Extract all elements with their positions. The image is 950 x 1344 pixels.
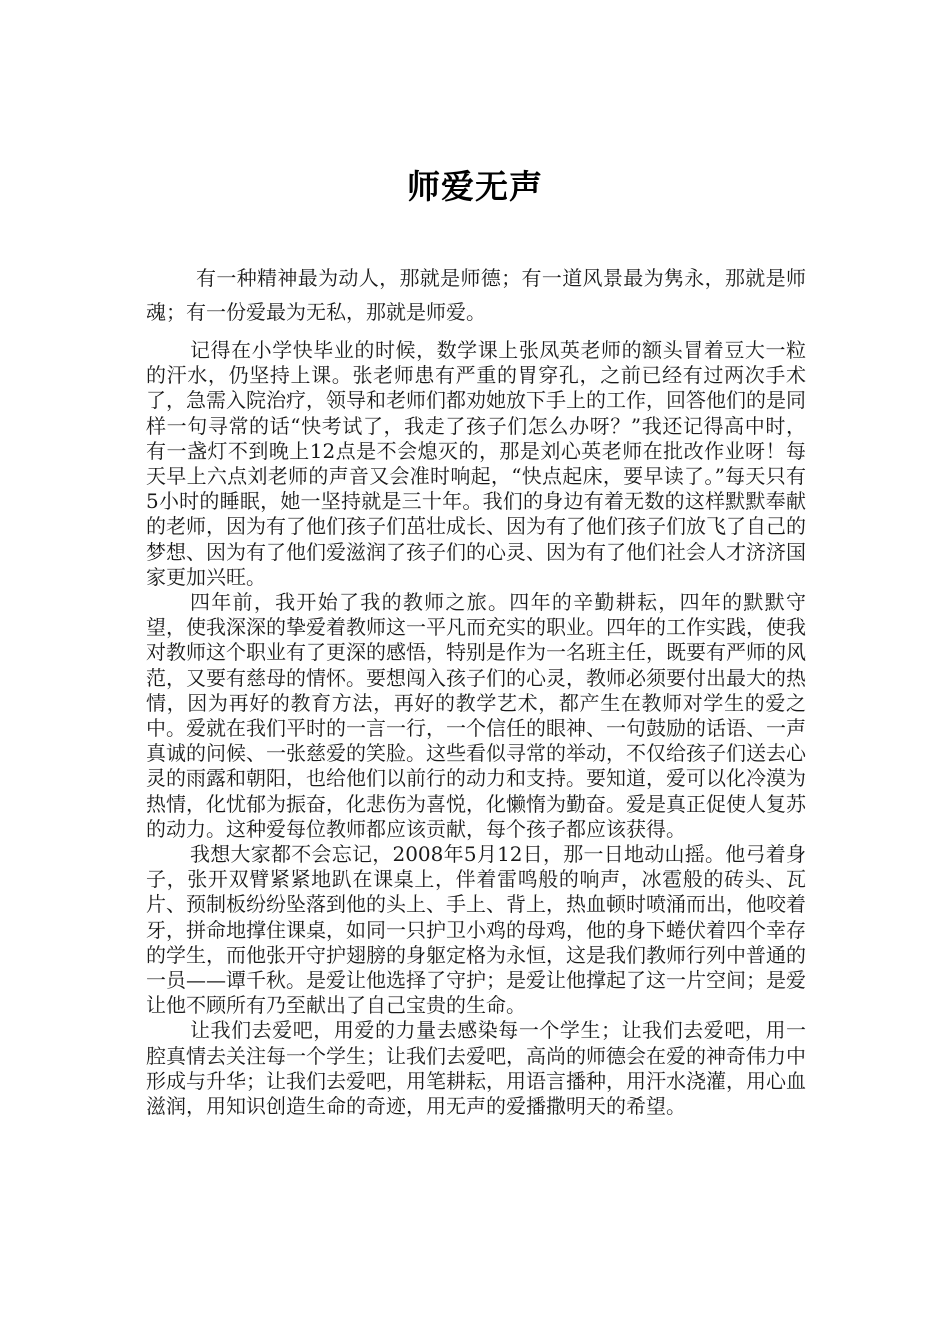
body-paragraph-4: 让我们去爱吧，用爱的力量去感染每一个学生；让我们去爱吧，用一腔真情去关注每一个学生；让我们去爱吧，高尚的师德会在爱的神奇伟力中形成与升华；让我们去爱吧，用笔耕耘，用语言播种，用汗水浇灌，用心血滋润，用知识创造生命的奇迹，用无声的爱播撒明天的希望。 [146,1018,806,1119]
document-title: 师爱无声 [407,167,543,206]
intro-paragraph: 有一种精神最为动人，那就是师德；有一道风景最为隽永，那就是师魂；有一份爱最为无私，那就是师爱。 [146,266,806,324]
body-paragraph-2: 四年前，我开始了我的教师之旅。四年的辛勤耕耘，四年的默默守望，使我深深的挚爱着教师这一平凡而充实的职业。四年的工作实践，使我对教师这个职业有了更深的感悟，特别是作为一名班主任，既要有严师的风范，又要有慈母的情怀。要想闯入孩子们的心灵，教师必须要付出最大的热情，因为再好的教育方法，再好的教学艺术，都产生在教师对学生的爱之中。爱就在我们平时的一言一行，一个信任的眼神、一句鼓励的话语、一声真诚的问候、一张慈爱的笑脸。这些看似寻常的举动，不仅给孩子们送去心灵的雨露和朝阳，也给他们以前行的动力和支持。要知道，爱可以化冷漠为热情，化忧郁为振奋，化悲伤为喜悦，化懒惰为勤奋。爱是真正促使人复苏的动力。这种爱每位教师都应该贡献，每个孩子都应该获得。 [146,590,806,841]
document-body [146,338,806,1119]
body-paragraph-3: 我想大家都不会忘记，2008年5月12日，那一日地动山摇。他弓着身子，张开双臂紧紧地趴在课桌上，伴着雷鸣般的响声，冰雹般的砖头、瓦片、预制板纷纷坠落到他的头上、手上、背上，热血顿时喷涌而出，他咬着牙，拼命地撑住课桌，如同一只护卫小鸡的母鸡，他的身下蜷伏着四个幸存的学生，而他张开守护翅膀的身躯定格为永恒，这是我们教师行列中普通的一员——谭千秋。是爱让他选择了守护；是爱让他撑起了这一片空间；是爱让他不顾所有乃至献出了自己宝贵的生命。 [146,842,806,1018]
body-paragraph-1: 记得在小学快毕业的时候，数学课上张凤英老师的额头冒着豆大一粒的汗水，仍坚持上课。张老师患有严重的胃穿孔，之前已经有过两次手术了，急需入院治疗，领导和老师们都劝她放下手上的工作，回答他们的是同样一句寻常的话“快考试了，我走了孩子们怎么办呀？”我还记得高中时，有一盏灯不到晚上12点是不会熄灭的，那是刘心英老师在批改作业呀！每天早上六点刘老师的声音又会准时响起，“快点起床，要早读了。”每天只有5小时的睡眠，她一坚持就是三十年。我们的身边有着无数的这样默默奉献的老师，因为有了他们孩子们茁壮成长、因为有了他们孩子们放飞了自己的梦想、因为有了他们爱滋润了孩子们的心灵、因为有了他们社会人才济济国家更加兴旺。 [146,338,806,589]
